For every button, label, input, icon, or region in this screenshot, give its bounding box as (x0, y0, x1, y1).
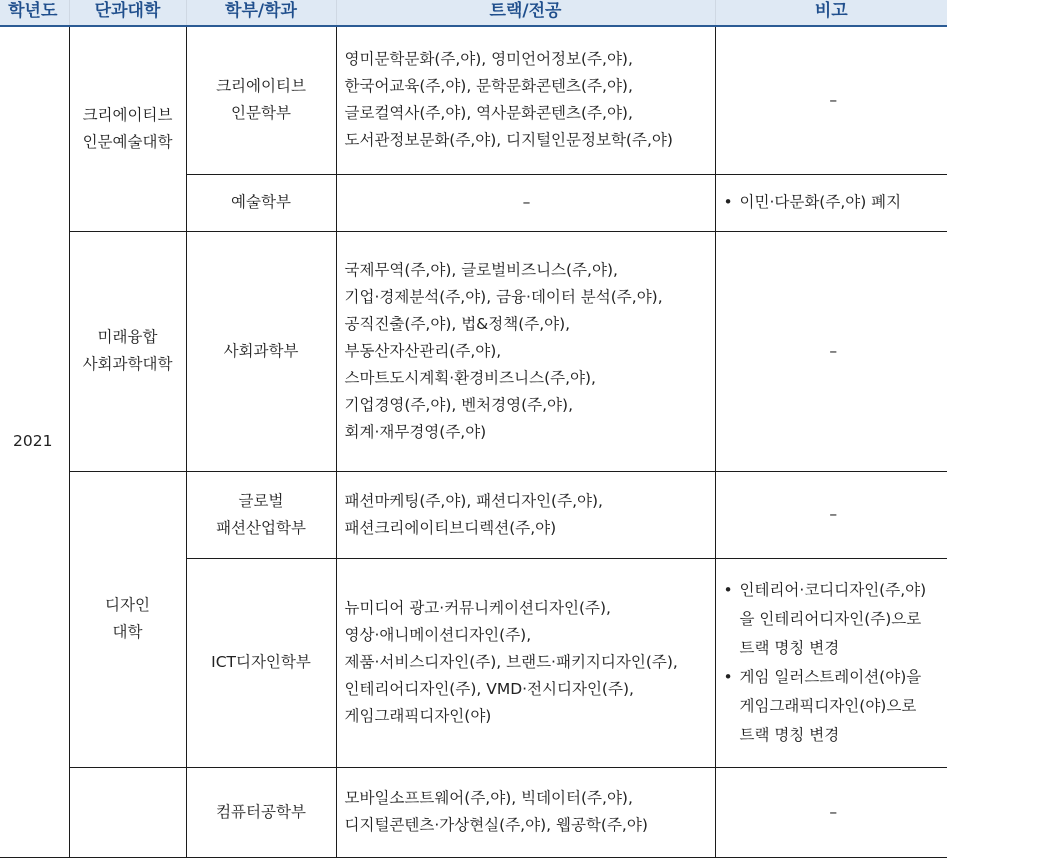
note-cell (715, 471, 947, 558)
track-line: 인테리어디자인(주), VMD·전시디자인(주), (344, 680, 634, 698)
note-text: – (829, 802, 838, 821)
college-name (70, 102, 186, 156)
track-line: 공직진출(주,야), 법&정책(주,야), (344, 314, 571, 333)
track-line: 기업경영(주,야), 벤처경영(주,야), (344, 395, 574, 414)
track-line: 회계·재무경영(주,야) (344, 422, 487, 441)
note-cell (715, 558, 947, 767)
note-cell (715, 26, 947, 174)
table-row (0, 767, 947, 857)
text-line: 대학 (112, 623, 143, 641)
dept-cell (186, 26, 336, 174)
dept-name-line: 글로벌 (238, 491, 284, 510)
text-line: 인문학부 (231, 104, 291, 123)
college-cell-empty (69, 767, 186, 857)
table-row (0, 231, 947, 471)
note-cell (715, 174, 947, 231)
track-line: 뉴미디어 광고·커뮤니케이션디자인(주), (344, 599, 611, 617)
note-text: 인테리어·코디디자인(주,야) (739, 580, 927, 599)
header-dept: 학부/학과 (186, 0, 336, 26)
text-line: 사회과학대학 (82, 355, 173, 373)
header-year: 학년도 (0, 0, 69, 26)
note-text: – (829, 505, 838, 523)
track-line: 영미문학문화(주,야), 영미언어정보(주,야), (344, 50, 633, 69)
bullet-icon: • (723, 580, 733, 599)
dept-cell (186, 231, 336, 471)
track-line: 국제무역(주,야), 글로벌비즈니스(주,야), (344, 260, 618, 279)
note-text: 게임 일러스트레이션(야)을 (739, 667, 922, 686)
track-line: 패션크리에이티브디렉션(주,야) (344, 518, 557, 537)
note-item (724, 576, 944, 663)
text-line: 미래융합 (97, 328, 158, 346)
track-cell (336, 767, 715, 857)
year-value: 2021 (13, 432, 53, 451)
text-line: 크리에이티브 (82, 105, 173, 124)
track-line: 도서관정보문화(주,야), 디지털인문정보학(주,야) (344, 131, 673, 150)
dept-cell (186, 471, 336, 558)
track-line: 영상·애니메이션디자인(주), (344, 626, 532, 644)
note-item (724, 188, 944, 217)
college-cell-inmun (69, 26, 186, 231)
table-row (0, 26, 947, 174)
note-text: – (829, 341, 838, 360)
dept-name: 컴퓨터공학부 (216, 802, 306, 821)
dept-name-line: 패션산업학부 (216, 518, 306, 537)
text-line: 크리에이티브 (216, 77, 306, 96)
dept-name: 사회과학부 (223, 341, 299, 360)
note-item (724, 663, 944, 750)
dept-name (187, 73, 336, 127)
college-name (70, 324, 186, 378)
text-line: 인문예술대학 (82, 132, 173, 151)
note-text: 게임그래픽디자인(야)으로 (739, 696, 917, 715)
header-note: 비고 (715, 0, 947, 26)
track-line: 디지털콘텐츠·가상현실(주,야), 웹공학(주,야) (344, 816, 648, 834)
track-cell (336, 558, 715, 767)
track-line: 스마트도시계획·환경비즈니스(주,야), (344, 368, 596, 387)
note-text: 을 인테리어디자인(주)으로 (739, 609, 922, 628)
track-cell (336, 26, 715, 174)
dept-name: ICT디자인학부 (211, 653, 311, 671)
track-line: 제품·서비스디자인(주), 브랜드·패키지디자인(주), (344, 653, 678, 671)
track-cell (336, 471, 715, 558)
track-line: 부동산자산관리(주,야), (344, 341, 502, 360)
note-text: 이민·다문화(주,야) 폐지 (739, 193, 902, 211)
dept-cell (186, 174, 336, 231)
table-header-row (0, 0, 947, 26)
track-line: 한국어교육(주,야), 문학문화콘텐츠(주,야), (344, 77, 633, 96)
dept-name: 예술학부 (231, 193, 291, 211)
college-cell-social (69, 231, 186, 471)
text-line: 디자인 (105, 596, 150, 614)
track-line: 패션마케팅(주,야), 패션디자인(주,야), (344, 491, 603, 510)
track-line: 모바일소프트웨어(주,야), 빅데이터(주,야), (344, 789, 633, 807)
track-line: 글로컬역사(주,야), 역사문화콘텐츠(주,야), (344, 104, 633, 123)
note-text: – (829, 90, 838, 109)
track-line: 기업·경제분석(주,야), 금융·데이터 분석(주,야), (344, 287, 663, 306)
dept-cell (186, 558, 336, 767)
note-text: 트랙 명칭 변경 (739, 725, 840, 744)
bullet-icon: • (723, 193, 733, 211)
college-cell-design (69, 471, 186, 767)
year-cell (0, 26, 69, 857)
track-line: 게임그래픽디자인(야) (344, 707, 492, 725)
header-track: 트랙/전공 (336, 0, 715, 26)
note-cell (715, 231, 947, 471)
dept-cell (186, 767, 336, 857)
note-text: 트랙 명칭 변경 (739, 638, 840, 657)
college-name (70, 592, 186, 646)
note-cell (715, 767, 947, 857)
table-row (0, 471, 947, 558)
track-line: – (522, 193, 531, 211)
header-college: 단과대학 (69, 0, 186, 26)
bullet-icon: • (723, 667, 733, 686)
track-cell (336, 174, 715, 231)
track-cell (336, 231, 715, 471)
